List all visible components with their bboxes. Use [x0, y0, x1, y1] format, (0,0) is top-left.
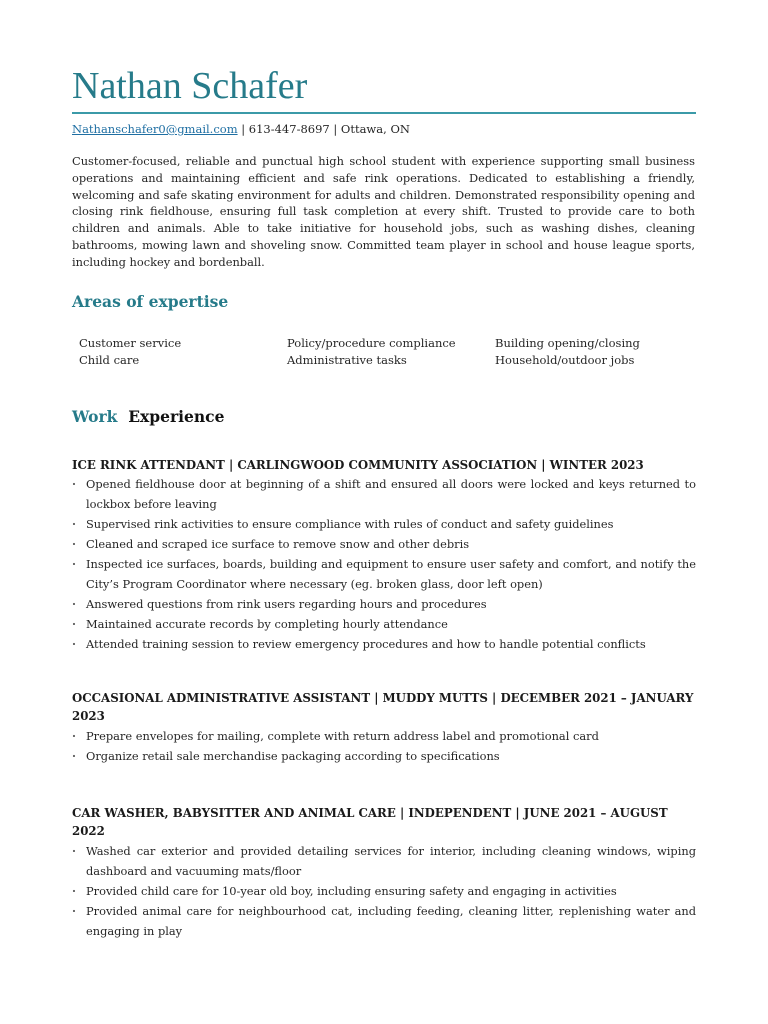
work-heading-part1: Work — [72, 407, 118, 426]
profile-summary: Customer-focused, reliable and punctual high school student with experience supporting small business operations and maintaining efficient and safe rink operations. Dedicated to establishing a friendly, welcoming and safe skating environment for adults and children. Demonstrated responsibility opening and closing rink fieldhouse, ensuring full task completion at every shift. Trusted to provide care to both children and animals. Able to take initiative for household jobs, such as washing dishes, cleaning bathrooms, mowing lawn and shoveling snow. Committed team player in school and house league sports, including hockey and bordenball. — [72, 154, 695, 269]
phone-location: | 613-447-8697 | Ottawa, ON — [237, 122, 410, 136]
expertise-item: Household/outdoor jobs — [495, 353, 635, 367]
list-item: · Prepare envelopes for mailing, complete with return address label and promotional card — [72, 726, 696, 746]
expertise-item: Administrative tasks — [287, 353, 407, 367]
expertise-item: Customer service — [79, 336, 182, 350]
list-item: · Answered questions from rink users regarding hours and procedures — [72, 594, 696, 614]
job-title: CAR WASHER, BABYSITTER AND ANIMAL CARE | INDEPENDENT | JUNE 2021 – AUGUST 2022 — [72, 806, 668, 838]
job-bullets — [72, 726, 696, 766]
job-bullets — [72, 841, 696, 941]
list-item: · Supervised rink activities to ensure compliance with rules of conduct and safety guidelines — [72, 514, 696, 534]
work-experience-heading — [72, 406, 224, 428]
expertise-grid — [79, 335, 695, 369]
expertise-item: Policy/procedure compliance — [287, 336, 456, 350]
job-bullets — [72, 474, 696, 654]
expertise-heading: Areas of expertise — [72, 292, 229, 311]
list-item: · Opened fieldhouse door at beginning of a shift and ensured all doors were locked and keys returned to lockbox before leaving — [72, 474, 696, 514]
list-item: · Cleaned and scraped ice surface to remove snow and other debris — [72, 534, 696, 554]
list-item: · Organize retail sale merchandise packaging according to specifications — [72, 746, 696, 766]
list-item: · Attended training session to review emergency procedures and how to handle potential conflicts — [72, 634, 696, 654]
list-item: · Inspected ice surfaces, boards, building and equipment to ensure user safety and comfort, and notify the City’s Program Coordinator where necessary (eg. broken glass, door left open) — [72, 554, 696, 594]
expertise-item: Child care — [79, 353, 140, 367]
list-item: · Washed car exterior and provided detailing services for interior, including cleaning windows, wiping dashboard and vacuuming mats/floor — [72, 841, 696, 881]
expertise-item: Building opening/closing — [495, 336, 640, 350]
header-divider — [72, 112, 696, 114]
job-title: OCCASIONAL ADMINISTRATIVE ASSISTANT | MUDDY MUTTS | DECEMBER 2021 – JANUARY 2023 — [72, 691, 694, 723]
email-link[interactable]: Nathanschafer0@gmail.com — [72, 122, 238, 136]
list-item: · Provided animal care for neighbourhood cat, including feeding, cleaning litter, replenishing water and engaging in play — [72, 901, 696, 941]
list-item: · Maintained accurate records by completing hourly attendance — [72, 614, 696, 634]
list-item: · Provided child care for 10-year old boy, including ensuring safety and engaging in activities — [72, 881, 696, 901]
work-heading-part2: Experience — [128, 407, 225, 426]
contact-line — [72, 121, 410, 137]
candidate-name: Nathan Schafer — [72, 65, 308, 107]
job-title: ICE RINK ATTENDANT | CARLINGWOOD COMMUNITY ASSOCIATION | WINTER 2023 — [72, 458, 644, 472]
